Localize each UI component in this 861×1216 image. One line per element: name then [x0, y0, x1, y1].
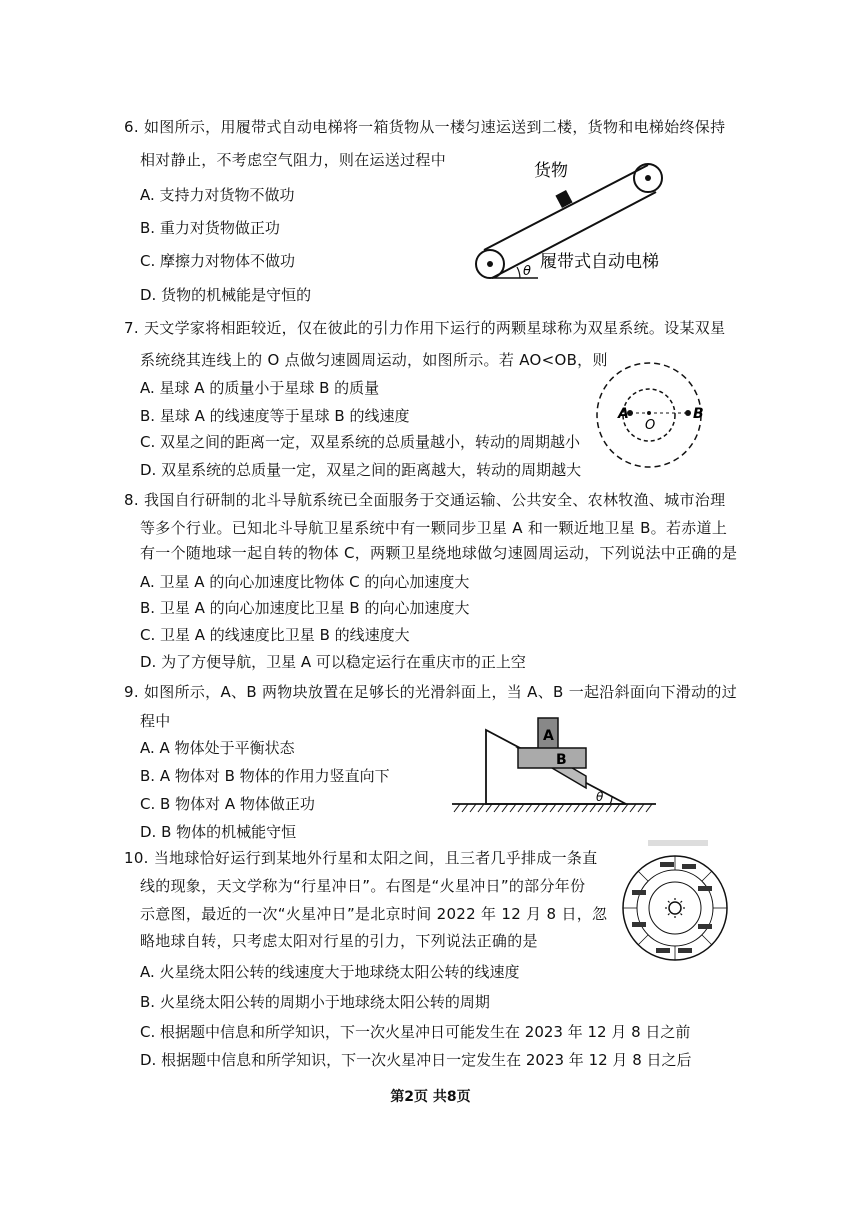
q6-option-d: D. 货物的机械能是守恒的 — [140, 286, 312, 304]
star-b-label: B — [693, 406, 704, 422]
block-b-label: B — [556, 752, 567, 768]
q7-option-b: B. 星球 A 的线速度等于星球 B 的线速度 — [140, 407, 410, 425]
q10-stem-line-2: 线的现象，天文学称为“行星冲日”。右图是“火星冲日”的部分年份 — [140, 877, 586, 895]
q6-stem-line-1: 6. 如图所示，用履带式自动电梯将一箱货物从一楼匀速运送到二楼，货物和电梯始终保持 — [124, 118, 726, 136]
cargo-label: 货物 — [534, 161, 568, 181]
block-a-label: A — [543, 728, 554, 744]
incline-angle-label: θ — [596, 790, 604, 804]
q8-option-c: C. 卫星 A 的线速度比卫星 B 的线速度大 — [140, 626, 410, 644]
q8-stem-line-2: 等多个行业。已知北斗导航卫星系统中有一颗同步卫星 A 和一颗近地卫星 B。若赤道上 — [140, 519, 728, 537]
q10-option-c: C. 根据题中信息和所学知识，下一次火星冲日可能发生在 2023 年 12 月 8 日之前 — [140, 1023, 691, 1041]
q9-option-c: C. B 物体对 A 物体做正功 — [140, 795, 315, 813]
q8-option-b: B. 卫星 A 的向心加速度比卫星 B 的向心加速度大 — [140, 599, 470, 617]
q7-option-c: C. 双星之间的距离一定，双星系统的总质量越小，转动的周期越小 — [140, 433, 581, 451]
center-o-label: O — [645, 418, 656, 433]
escalator-figure — [470, 150, 670, 285]
escalator-label: 履带式自动电梯 — [540, 252, 659, 272]
page-footer: 第2页 共8页 — [390, 1089, 471, 1105]
binary-star-figure — [592, 358, 712, 468]
q7-option-d: D. 双星系统的总质量一定，双星之间的距离越大，转动的周期越大 — [140, 461, 582, 479]
q6-option-a: A. 支持力对货物不做功 — [140, 186, 295, 204]
q8-option-d: D. 为了方便导航，卫星 A 可以稳定运行在重庆市的正上空 — [140, 653, 526, 671]
q10-option-d: D. 根据题中信息和所学知识，下一次火星冲日一定发生在 2023 年 12 月 8 日之后 — [140, 1051, 692, 1069]
q9-option-d: D. B 物体的机械能守恒 — [140, 823, 297, 841]
q9-stem-line-1: 9. 如图所示，A、B 两物块放置在足够长的光滑斜面上，当 A、B 一起沿斜面向下滑动的过 — [124, 683, 737, 701]
q8-option-a: A. 卫星 A 的向心加速度比物体 C 的向心加速度大 — [140, 573, 470, 591]
q7-stem-line-2: 系统绕其连线上的 O 点做匀速圆周运动，如图所示。若 AO<OB，则 — [140, 351, 608, 369]
q8-stem-line-3: 有一个随地球一起自转的物体 C，两颗卫星绕地球做匀速圆周运动，下列说法中正确的是 — [140, 544, 738, 562]
escalator-angle-label: θ — [523, 264, 531, 279]
q10-stem-line-4: 略地球自转，只考虑太阳对行星的引力，下列说法正确的是 — [140, 932, 538, 950]
q9-option-a: A. A 物体处于平衡状态 — [140, 739, 295, 757]
q6-option-b: B. 重力对货物做正功 — [140, 219, 280, 237]
q7-stem-line-1: 7. 天文学家将相距较近，仅在彼此的引力作用下运行的两颗星球称为双星系统。设某双星 — [124, 319, 726, 337]
incline-figure — [448, 712, 660, 822]
q8-stem-line-1: 8. 我国自行研制的北斗导航系统已全面服务于交通运输、公共安全、农林牧渔、城市治理 — [124, 491, 726, 509]
mars-opposition-diagram — [620, 838, 730, 968]
q10-stem-line-3: 示意图，最近的一次“火星冲日”是北京时间 2022 年 12 月 8 日，忽 — [140, 905, 608, 923]
q10-option-b: B. 火星绕太阳公转的周期小于地球绕太阳公转的周期 — [140, 993, 490, 1011]
q9-option-b: B. A 物体对 B 物体的作用力竖直向下 — [140, 767, 390, 785]
q10-stem-line-1: 10. 当地球恰好运行到某地外行星和太阳之间，且三者几乎排成一条直 — [124, 849, 598, 867]
q7-option-a: A. 星球 A 的质量小于星球 B 的质量 — [140, 379, 380, 397]
q6-option-c: C. 摩擦力对物体不做功 — [140, 252, 296, 270]
q6-stem-line-2: 相对静止，不考虑空气阻力，则在运送过程中 — [140, 151, 447, 169]
q10-option-a: A. 火星绕太阳公转的线速度大于地球绕太阳公转的线速度 — [140, 963, 520, 981]
q9-stem-line-2: 程中 — [140, 712, 171, 730]
sun-icon — [669, 902, 681, 914]
star-a-label: A — [618, 406, 629, 422]
